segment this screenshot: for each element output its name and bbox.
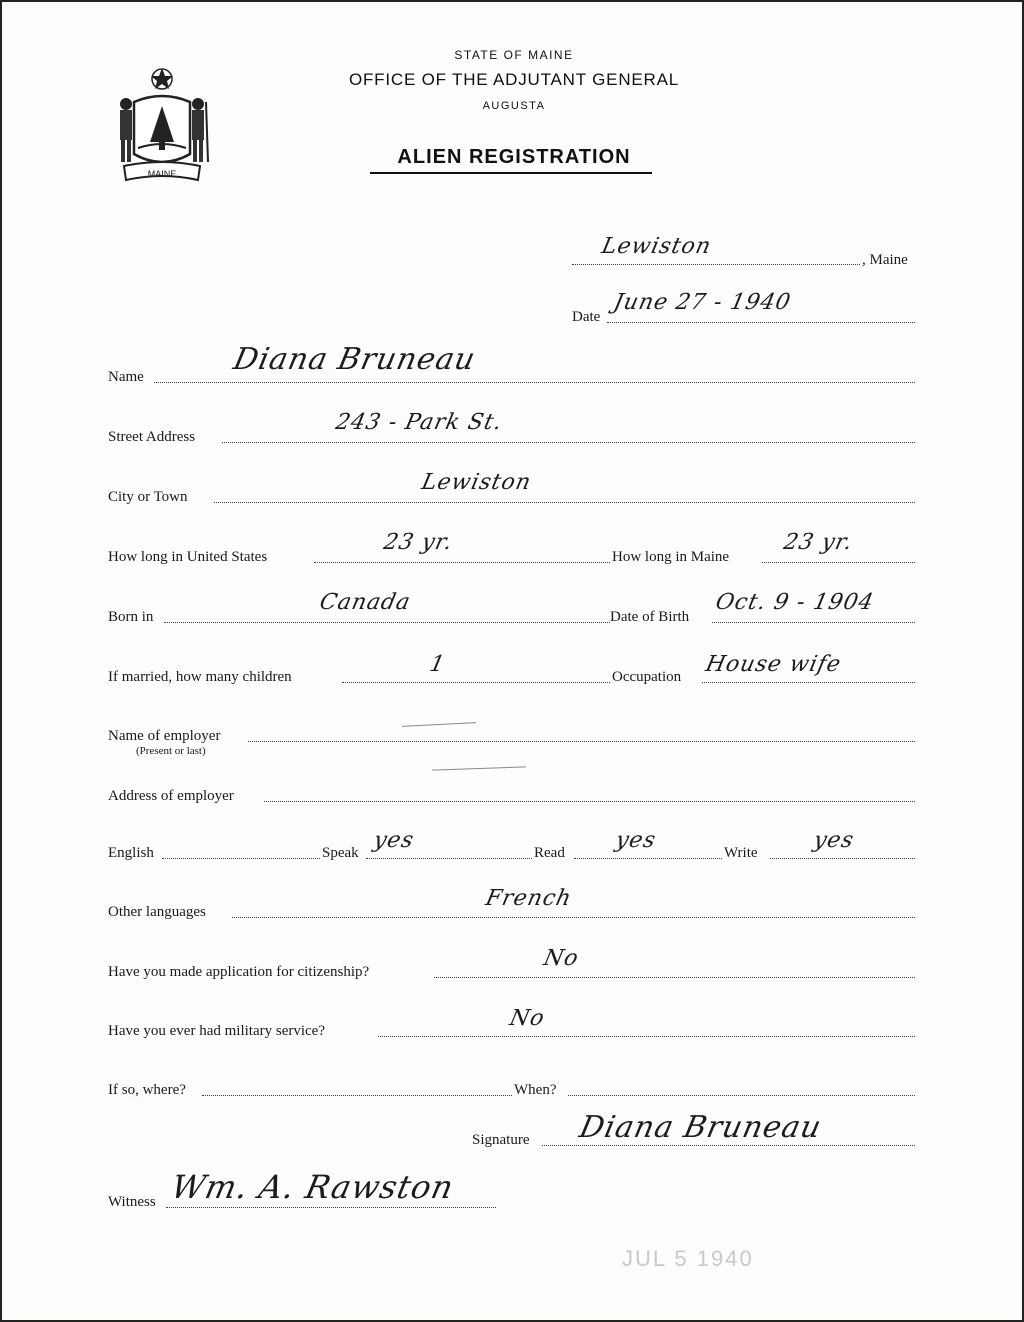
born-line [164, 622, 610, 623]
speak-line [366, 858, 532, 859]
maine-value[interactable]: 23 yr. [781, 530, 856, 555]
employer-line[interactable] [248, 741, 915, 742]
occupation-label: Occupation [612, 669, 682, 685]
place-suffix: , Maine [862, 252, 908, 268]
maine-line [762, 562, 915, 563]
write-label: Write [724, 845, 758, 861]
read-label: Read [534, 845, 565, 861]
header-city: AUGUSTA [482, 100, 546, 112]
other-lang-label: Other languages [108, 904, 206, 920]
english-label: English [108, 845, 154, 861]
form-title: ALIEN REGISTRATION [397, 146, 631, 168]
speak-value[interactable]: yes [371, 828, 417, 853]
dob-line [712, 622, 915, 623]
citizenship-value[interactable]: No [541, 946, 582, 971]
where-line[interactable] [202, 1095, 512, 1096]
signature-value[interactable]: Diana Bruneau [576, 1110, 826, 1145]
children-label: If married, how many children [108, 669, 292, 685]
where-label: If so, where? [108, 1082, 186, 1098]
city-label: City or Town [108, 489, 188, 505]
date-line [607, 322, 915, 323]
occupation-value[interactable]: House wife [703, 652, 844, 677]
other-lang-value[interactable]: French [483, 886, 575, 911]
occupation-line [702, 682, 915, 683]
name-line [154, 382, 915, 383]
svg-text:MAINE: MAINE [147, 169, 177, 179]
citizenship-line [434, 977, 915, 978]
city-value[interactable]: Lewiston [419, 470, 534, 495]
children-value[interactable]: 1 [427, 652, 448, 677]
citizenship-label: Have you made application for citizenship? [108, 964, 370, 980]
children-line [342, 682, 610, 683]
us-label: How long in United States [108, 549, 268, 565]
place-line [572, 264, 860, 265]
speak-label: Speak [322, 845, 359, 861]
dob-value[interactable]: Oct. 9 - 1904 [713, 590, 877, 615]
maine-label: How long in Maine [612, 549, 730, 565]
place-value[interactable]: Lewiston [599, 234, 714, 259]
read-line [574, 858, 722, 859]
date-label: Date [572, 309, 601, 325]
us-value[interactable]: 23 yr. [381, 530, 456, 555]
born-label: Born in [108, 609, 154, 625]
signature-line [542, 1145, 915, 1146]
write-value[interactable]: yes [811, 828, 857, 853]
header-office: OFFICE OF THE ADJUTANT GENERAL [348, 70, 680, 89]
english-line [162, 858, 320, 859]
signature-label: Signature [472, 1132, 530, 1148]
born-value[interactable]: Canada [317, 590, 414, 615]
name-label: Name [108, 369, 144, 385]
employer-address-line[interactable] [264, 801, 915, 802]
employer-address-label: Address of employer [108, 788, 234, 804]
dob-label: Date of Birth [610, 609, 690, 625]
street-label: Street Address [108, 429, 196, 445]
military-line [378, 1036, 915, 1037]
employer-label: Name of employer [108, 728, 221, 744]
witness-line [166, 1207, 496, 1208]
other-lang-line [232, 917, 915, 918]
witness-label: Witness [108, 1194, 156, 1210]
employer-sublabel: (Present or last) [136, 745, 206, 757]
header-state: STATE OF MAINE [454, 48, 574, 62]
title-underline [370, 172, 652, 174]
city-line [214, 502, 915, 503]
received-stamp: JUL 5 1940 [622, 1246, 754, 1271]
date-value[interactable]: June 27 - 1940 [611, 290, 794, 315]
street-value[interactable]: 243 - Park St. [333, 410, 505, 435]
military-label: Have you ever had military service? [108, 1023, 325, 1039]
witness-value[interactable]: Wm. A. Rawston [167, 1168, 458, 1206]
employer-address-dash [432, 766, 526, 770]
employer-dash [402, 722, 476, 727]
read-value[interactable]: yes [613, 828, 659, 853]
us-line [314, 562, 610, 563]
write-line [770, 858, 915, 859]
military-value[interactable]: No [507, 1006, 548, 1031]
name-value[interactable]: Diana Bruneau [230, 342, 480, 377]
street-line [222, 442, 915, 443]
when-label: When? [514, 1082, 557, 1098]
when-line[interactable] [568, 1095, 915, 1096]
